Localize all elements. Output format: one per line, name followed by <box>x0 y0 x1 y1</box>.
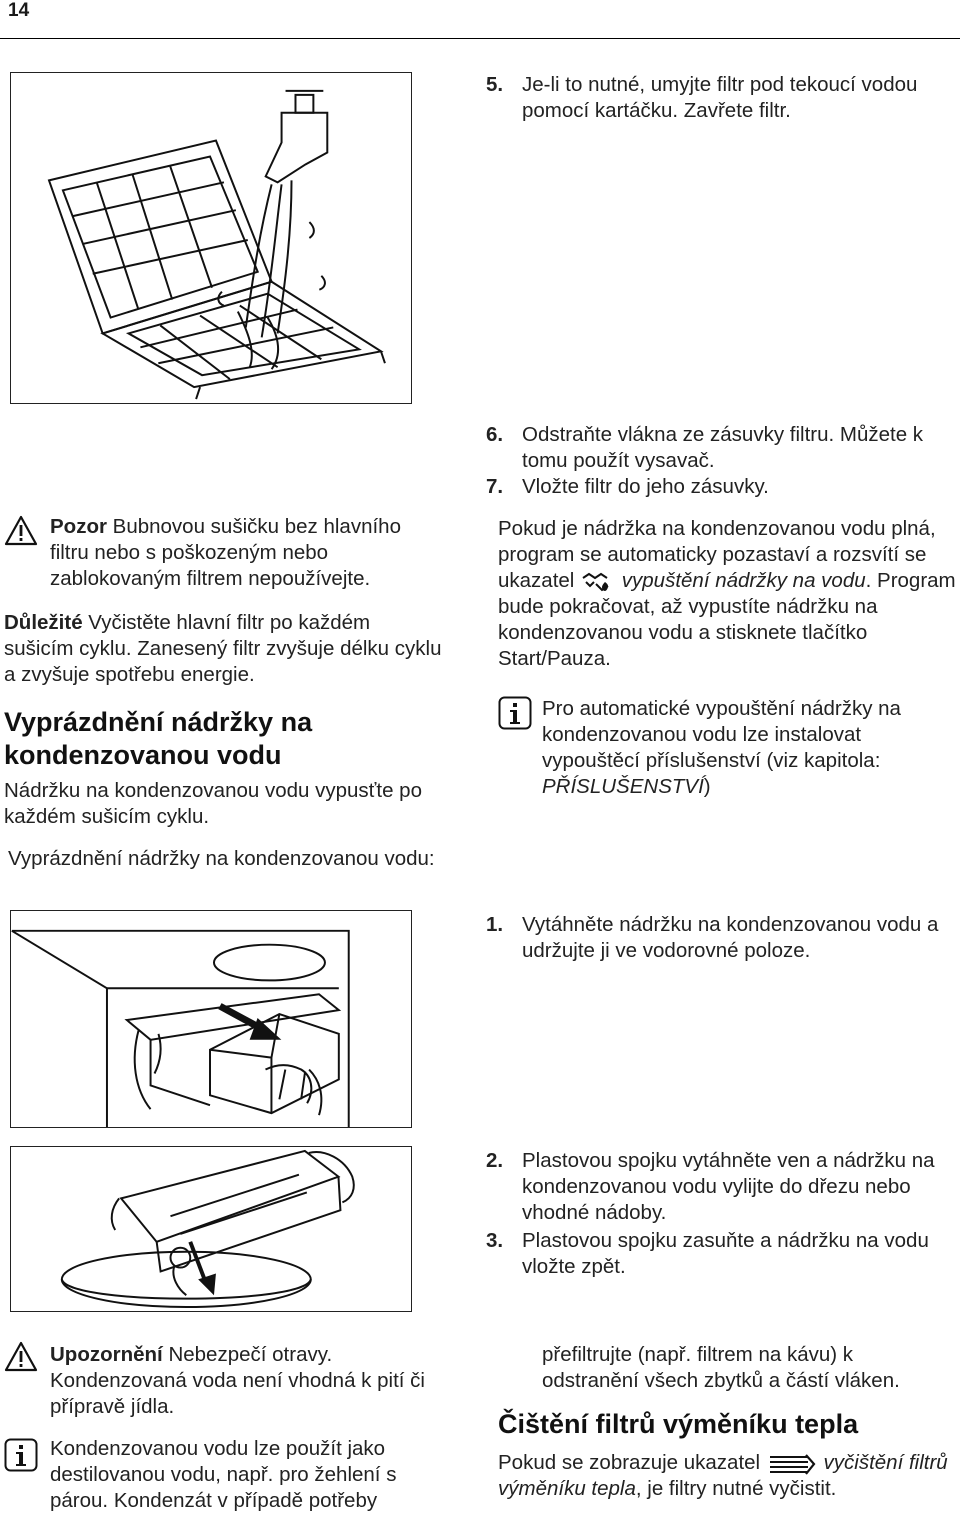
section-heading-empty-tank: Vyprázdnění nádržky na kondenzovanou vodu <box>4 707 313 770</box>
step-5 <box>486 72 926 124</box>
step-text: Plastovou spojku zasuňte a nádržku na vodu vložte zpět. <box>522 1229 929 1278</box>
step-number: 7. <box>486 475 504 498</box>
hx-para-before: Pokud se zobrazuje ukazatel <box>498 1451 761 1474</box>
step-2 <box>486 1148 946 1226</box>
step-number: 3. <box>486 1229 504 1252</box>
caution-note <box>50 514 420 592</box>
step-text: Je-li to nutné, umyjte filtr pod tekoucí vodou pomocí kartáčku. Zavřete filtr. <box>522 73 918 122</box>
step-7 <box>486 474 936 500</box>
caution-label: Pozor <box>50 515 107 538</box>
figure-filter-washing <box>10 72 412 404</box>
header-rule <box>0 38 960 39</box>
hx-para-after: , je filtry nutné vyčistit. <box>635 1477 837 1500</box>
tank-para-before: Pokud je nádržka na kondenzovanou vodu plná, program se automaticky pozastaví a rozsvítí se ukazatel <box>498 517 936 592</box>
info-icon <box>498 696 532 730</box>
tank-para-after: . Program bude pokračovat, až vypustíte nádržku na kondenzovanou vodu a stisknete tlačítko Start/Pauza. <box>498 569 956 670</box>
procedure-intro: Vyprázdnění nádržky na kondenzovanou vodu: <box>8 847 435 870</box>
step-number: 2. <box>486 1149 504 1172</box>
accessories-chapter-link[interactable]: PŘÍSLUŠENSTVÍ <box>542 775 704 798</box>
step-1 <box>486 912 946 964</box>
step-text: Vytáhněte nádržku na kondenzovanou vodu a udržujte ji ve vodorovné poloze. <box>522 913 939 962</box>
important-note <box>4 610 444 688</box>
warning-triangle-icon <box>4 514 38 548</box>
step-3 <box>486 1228 946 1280</box>
info-note-condensate: Kondenzovanou vodu lze použít jako destilovanou vodu, např. pro žehlení s párou. Kondenzát v případě potřeby <box>50 1437 397 1512</box>
info-accessory-close: ) <box>703 775 711 798</box>
page-number: 14 <box>8 0 30 21</box>
hx-para-indicator: vyčištění filtrů výměníku tepla <box>498 1451 948 1500</box>
drain-tank-indicator-icon <box>580 570 616 594</box>
step-number: 6. <box>486 423 504 446</box>
important-label: Důležité <box>4 611 83 634</box>
figure-empty-tank <box>10 1146 412 1312</box>
clean-filters-indicator-icon <box>766 1452 818 1476</box>
step-text: Plastovou spojku vytáhněte ven a nádržku na kondenzovanou vodu vylijte do dřezu nebo vhodné nádoby. <box>522 1149 935 1224</box>
info-note-accessory <box>542 696 958 800</box>
section-intro: Nádržku na kondenzovanou vodu vypusťte po každém sušicím cyklu. <box>4 779 422 828</box>
step-text: Vložte filtr do jeho zásuvky. <box>522 475 769 498</box>
figure-pull-tank <box>10 910 412 1128</box>
continued-text: přefiltrujte (např. filtrem na kávu) k odstranění všech zbytků a částí vláken. <box>542 1343 900 1392</box>
warning-text: Nebezpečí otravy. Kondenzovaná voda není vhodná k pití či přípravě jídla. <box>50 1343 425 1418</box>
step-text: Odstraňte vlákna ze zásuvky filtru. Můžete k tomu použít vysavač. <box>522 423 924 472</box>
tank-para-indicator: vypuštění nádržky na vodu <box>621 569 866 592</box>
info-icon <box>4 1438 38 1472</box>
important-text: Vyčistěte hlavní filtr po každém sušicím cyklu. Zanesený filtr zvyšuje délku cyklu a zvyšuje spotřebu energie. <box>4 611 442 686</box>
info-accessory-text: Pro automatické vypouštění nádržky na kondenzovanou vodu lze instalovat vypouštěcí příslušenství (viz kapitola: <box>542 697 901 772</box>
heat-exchanger-paragraph <box>498 1450 958 1502</box>
step-number: 5. <box>486 73 504 96</box>
tank-full-paragraph <box>498 516 956 672</box>
warning-note <box>50 1342 460 1420</box>
step-number: 1. <box>486 913 504 936</box>
warning-label: Upozornění <box>50 1343 163 1366</box>
warning-triangle-icon <box>4 1340 38 1374</box>
section-heading-heat-exchanger: Čištění filtrů výměníku tepla <box>498 1409 859 1439</box>
caution-text: Bubnovou sušičku bez hlavního filtru nebo s poškozeným nebo zablokovaným filtrem nepoužívejte. <box>50 515 401 590</box>
step-6 <box>486 422 936 474</box>
